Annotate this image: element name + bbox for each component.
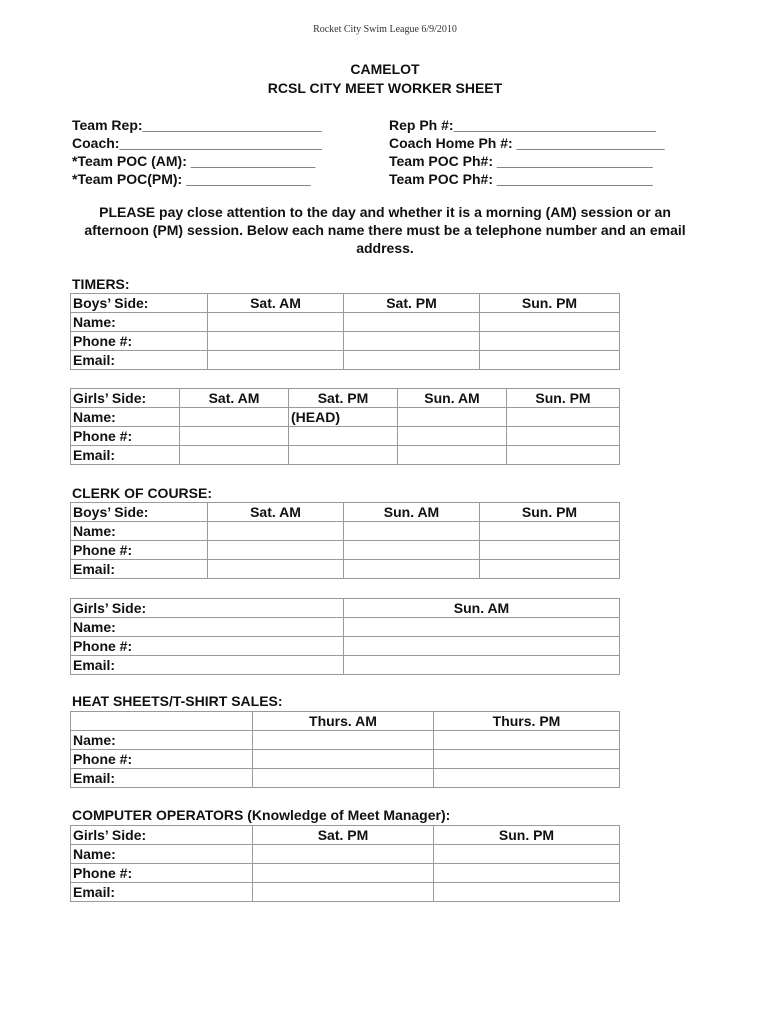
entry-cell[interactable]: [344, 313, 480, 332]
entry-cell[interactable]: [480, 522, 620, 541]
table-row: [71, 712, 620, 731]
table-row: [71, 637, 620, 656]
entry-cell[interactable]: [344, 522, 480, 541]
entry-cell[interactable]: [208, 313, 344, 332]
table-row: [71, 427, 620, 446]
computer-section-title: COMPUTER OPERATORS (Knowledge of Meet Manager):: [72, 807, 451, 823]
entry-cell[interactable]: [253, 883, 434, 902]
table-row: [71, 560, 620, 579]
coach-home-phone-field[interactable]: Coach Home Ph #: ___________________: [389, 135, 665, 151]
row-label: Name:: [71, 618, 344, 637]
column-header: Sat. AM: [208, 294, 344, 313]
entry-cell[interactable]: [208, 351, 344, 370]
table-row: [71, 503, 620, 522]
team-poc-am-field[interactable]: *Team POC (AM): ________________: [72, 153, 316, 169]
entry-cell[interactable]: [208, 522, 344, 541]
entry-cell[interactable]: [434, 864, 620, 883]
row-label: Name:: [71, 731, 253, 750]
column-header: Sat. AM: [208, 503, 344, 522]
table-row: [71, 845, 620, 864]
team-poc-am-phone-field[interactable]: Team POC Ph#: ____________________: [389, 153, 653, 169]
row-label: Girls’ Side:: [71, 389, 180, 408]
row-label: Email:: [71, 560, 208, 579]
row-label: Phone #:: [71, 427, 180, 446]
table-row: [71, 618, 620, 637]
row-label: Email:: [71, 351, 208, 370]
row-label: Phone #:: [71, 541, 208, 560]
entry-cell[interactable]: [398, 446, 507, 465]
table-row: [71, 864, 620, 883]
entry-cell[interactable]: [480, 351, 620, 370]
entry-cell[interactable]: [507, 446, 620, 465]
table-row: [71, 656, 620, 675]
entry-cell[interactable]: [480, 313, 620, 332]
row-label: Name:: [71, 313, 208, 332]
entry-cell[interactable]: [253, 864, 434, 883]
entry-cell[interactable]: [208, 541, 344, 560]
table-row: [71, 750, 620, 769]
entry-cell[interactable]: [344, 637, 620, 656]
timers-section-title: TIMERS:: [72, 276, 130, 292]
column-header: Sun. PM: [480, 503, 620, 522]
row-label: Email:: [71, 656, 344, 675]
row-label: Phone #:: [71, 750, 253, 769]
entry-cell[interactable]: [434, 731, 620, 750]
document-header: Rocket City Swim League 6/9/2010: [313, 24, 457, 35]
heat-sheets-table: [70, 711, 620, 788]
table-row: [71, 731, 620, 750]
entry-cell[interactable]: [208, 560, 344, 579]
column-header: Sun. PM: [507, 389, 620, 408]
entry-cell[interactable]: [180, 427, 289, 446]
table-row: [71, 294, 620, 313]
team-rep-field[interactable]: Team Rep:_______________________: [72, 117, 322, 133]
team-poc-pm-field[interactable]: *Team POC(PM): ________________: [72, 171, 311, 187]
team-info-right: [389, 116, 665, 188]
row-label: Phone #:: [71, 332, 208, 351]
column-header: Sat. PM: [289, 389, 398, 408]
column-header: Sun. PM: [480, 294, 620, 313]
entry-cell[interactable]: [480, 560, 620, 579]
entry-cell[interactable]: [398, 408, 507, 427]
table-row: [71, 351, 620, 370]
entry-cell[interactable]: [180, 446, 289, 465]
entry-cell[interactable]: [253, 750, 434, 769]
row-label: Boys’ Side:: [71, 294, 208, 313]
entry-cell[interactable]: [480, 332, 620, 351]
entry-cell[interactable]: [480, 541, 620, 560]
row-label: Name:: [71, 408, 180, 427]
row-label: Email:: [71, 446, 180, 465]
entry-cell[interactable]: [344, 541, 480, 560]
column-header: Sun. PM: [434, 826, 620, 845]
column-header: Thurs. AM: [253, 712, 434, 731]
head-note: (HEAD): [289, 408, 398, 427]
column-header: Sat. PM: [344, 294, 480, 313]
rep-phone-field[interactable]: Rep Ph #:__________________________: [389, 117, 657, 133]
entry-cell[interactable]: [344, 618, 620, 637]
team-info-left: [72, 116, 322, 188]
entry-cell[interactable]: [398, 427, 507, 446]
table-row: [71, 332, 620, 351]
table-row: [71, 389, 620, 408]
column-header: Sat. PM: [253, 826, 434, 845]
row-label: Phone #:: [71, 637, 344, 656]
table-row: [71, 408, 620, 427]
table-row: [71, 826, 620, 845]
document-title: CAMELOT: [350, 61, 420, 77]
entry-cell[interactable]: [434, 883, 620, 902]
table-row: [71, 313, 620, 332]
column-header: Sun. AM: [344, 503, 480, 522]
row-label: Name:: [71, 522, 208, 541]
entry-cell[interactable]: [208, 332, 344, 351]
heat-sheets-section-title: HEAT SHEETS/T-SHIRT SALES:: [72, 693, 283, 709]
table-row: [71, 541, 620, 560]
entry-cell[interactable]: [344, 656, 620, 675]
instructions-notice: PLEASE pay close attention to the day and whether it is a morning (AM) session or an afternoon (PM) session. Below each name there must be a telephone number and an email address.: [84, 204, 686, 256]
coach-field[interactable]: Coach:__________________________: [72, 135, 322, 151]
row-label: Boys’ Side:: [71, 503, 208, 522]
entry-cell[interactable]: [344, 332, 480, 351]
table-row: [71, 883, 620, 902]
column-header: Thurs. PM: [434, 712, 620, 731]
table-row: [71, 769, 620, 788]
entry-cell[interactable]: [434, 750, 620, 769]
column-header: Sun. AM: [398, 389, 507, 408]
column-header: Sat. AM: [180, 389, 289, 408]
entry-cell[interactable]: [289, 427, 398, 446]
row-label: Email:: [71, 883, 253, 902]
entry-cell[interactable]: [253, 845, 434, 864]
entry-cell[interactable]: [180, 408, 289, 427]
entry-cell[interactable]: [253, 769, 434, 788]
row-label: Email:: [71, 769, 253, 788]
row-label: Phone #:: [71, 864, 253, 883]
entry-cell[interactable]: [253, 731, 434, 750]
team-poc-pm-phone-field[interactable]: Team POC Ph#: ____________________: [389, 171, 653, 187]
column-header: Sun. AM: [344, 599, 620, 618]
clerk-girls-table: [70, 598, 620, 675]
clerk-boys-table: [70, 502, 620, 579]
entry-cell[interactable]: [434, 769, 620, 788]
timers-boys-table: [70, 293, 620, 370]
entry-cell[interactable]: [344, 351, 480, 370]
entry-cell[interactable]: [344, 560, 480, 579]
row-label: Girls’ Side:: [71, 599, 344, 618]
document-subtitle: RCSL CITY MEET WORKER SHEET: [267, 80, 503, 96]
table-row: [71, 522, 620, 541]
row-label: Name:: [71, 845, 253, 864]
entry-cell[interactable]: [507, 408, 620, 427]
entry-cell[interactable]: [289, 446, 398, 465]
entry-cell[interactable]: [434, 845, 620, 864]
row-label: Girls’ Side:: [71, 826, 253, 845]
row-label: [71, 712, 253, 731]
entry-cell[interactable]: [507, 427, 620, 446]
timers-girls-table: [70, 388, 620, 465]
table-row: [71, 446, 620, 465]
clerk-section-title: CLERK OF COURSE:: [72, 485, 212, 501]
computer-operators-table: [70, 825, 620, 902]
table-row: [71, 599, 620, 618]
